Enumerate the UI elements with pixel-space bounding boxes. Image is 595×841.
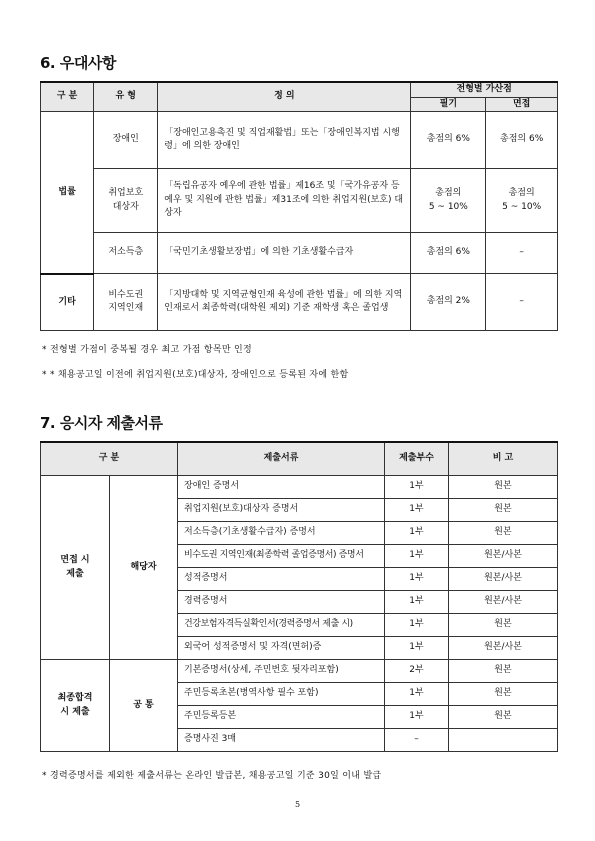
row-document: 저소득층(기초생활수급자) 증명서 (178, 522, 385, 545)
row-remark (449, 729, 558, 752)
row-copies: 1부 (385, 614, 449, 637)
row-interview-bonus: – (486, 274, 558, 331)
row-document: 기본증명서(상세, 주민번호 뒷자리포함) (178, 660, 385, 683)
table-row (41, 233, 558, 274)
table-row (41, 112, 558, 169)
row-document: 장애인 증명서 (178, 476, 385, 499)
group-common: 공 통 (110, 660, 178, 752)
page-number: 5 (294, 800, 301, 809)
row-document: 외국어 성적증명서 및 자격(면허)증 (178, 637, 385, 660)
table-row (41, 274, 558, 331)
row-copies: 1부 (385, 499, 449, 522)
table-row (41, 169, 558, 233)
row-written-bonus: 총점의 2% (411, 274, 486, 331)
group-final-stage: 최종합격 시 제출 (41, 660, 110, 752)
row-remark: 원본 (449, 660, 558, 683)
row-written-bonus: 총점의 5 ~ 10% (411, 169, 486, 233)
row-definition: 「장애인고용촉진 및 직업재활법」또는「장애인복지법 시행령」에 의한 장애인 (158, 112, 411, 169)
row-copies: 1부 (385, 545, 449, 568)
header-document: 제출서류 (178, 442, 385, 476)
row-remark: 원본/사본 (449, 591, 558, 614)
table-row (41, 660, 558, 683)
row-copies: 1부 (385, 637, 449, 660)
header-copies: 제출부수 (385, 442, 449, 476)
row-copies: 2부 (385, 660, 449, 683)
row-remark: 원본 (449, 706, 558, 729)
table-row (41, 476, 558, 499)
row-definition: 「독립유공자 예우에 관한 법률」제16조 및「국가유공자 등 예우 및 지원에 관한 법률」제31조에 의한 취업지원(보호) 대상자 (158, 169, 411, 233)
row-document: 취업지원(보호)대상자 증명서 (178, 499, 385, 522)
row-definition: 「지방대학 및 지역균형인재 육성에 관한 법률」에 의한 지역인재로서 최종학력(대학원 제외) 기준 재학생 혹은 졸업생 (158, 274, 411, 331)
row-copies: 1부 (385, 591, 449, 614)
header-category: 구 분 (41, 82, 94, 112)
row-document: 성적증명서 (178, 568, 385, 591)
row-remark: 원본/사본 (449, 568, 558, 591)
preference-table (40, 81, 558, 331)
row-type: 저소득층 (94, 233, 158, 274)
row-copies: 1부 (385, 683, 449, 706)
row-type: 장애인 (94, 112, 158, 169)
row-definition: 「국민기초생활보장법」에 의한 기초생활수급자 (158, 233, 411, 274)
note-bonus-duplicate: * 전형별 가점이 중복될 경우 최고 가점 항목만 인정 (42, 345, 252, 355)
group-other: 기타 (41, 274, 94, 331)
row-copies: 1부 (385, 522, 449, 545)
row-written-bonus: 총점의 6% (411, 112, 486, 169)
header-remark: 비 고 (449, 442, 558, 476)
section-6-title: 6. 우대사항 (40, 54, 116, 72)
group-legal: 법률 (41, 112, 94, 274)
header-definition: 정 의 (158, 82, 411, 112)
row-document: 경력증명서 (178, 591, 385, 614)
header-bonus-group: 전형별 가산점 (411, 82, 558, 97)
header-category: 구 분 (41, 442, 178, 476)
section-7-title: 7. 응시자 제출서류 (40, 414, 163, 432)
group-applicable: 해당자 (110, 476, 178, 660)
row-interview-bonus: 총점의 6% (486, 112, 558, 169)
header-written: 필기 (411, 97, 486, 112)
note-registration-deadline: * * 채용공고일 이전에 취업지원(보호)대상자, 장애인으로 등록된 자에 한함 (42, 370, 349, 380)
row-document: 비수도권 지역인재(최종학력 졸업증명서) 증명서 (178, 545, 385, 568)
row-type: 비수도권 지역인재 (94, 274, 158, 331)
row-interview-bonus: – (486, 233, 558, 274)
row-copies: 1부 (385, 476, 449, 499)
row-remark: 원본 (449, 499, 558, 522)
row-remark: 원본 (449, 614, 558, 637)
row-type: 취업보호 대상자 (94, 169, 158, 233)
header-interview: 면접 (486, 97, 558, 112)
row-copies: – (385, 729, 449, 752)
header-type: 유 형 (94, 82, 158, 112)
row-written-bonus: 총점의 6% (411, 233, 486, 274)
group-interview-stage: 면접 시 제출 (41, 476, 110, 660)
row-remark: 원본 (449, 522, 558, 545)
row-copies: 1부 (385, 706, 449, 729)
row-document: 증명사진 3매 (178, 729, 385, 752)
row-remark: 원본 (449, 683, 558, 706)
row-copies: 1부 (385, 568, 449, 591)
note-document-validity: * 경력증명서를 제외한 제출서류는 온라인 발급본, 채용공고일 기준 30일 이내 발급 (42, 771, 382, 781)
row-document: 주민등록등본 (178, 706, 385, 729)
row-interview-bonus: 총점의 5 ~ 10% (486, 169, 558, 233)
row-document: 주민등록초본(병역사항 필수 포함) (178, 683, 385, 706)
row-remark: 원본/사본 (449, 545, 558, 568)
row-remark: 원본 (449, 476, 558, 499)
documents-table (40, 441, 558, 752)
row-document: 건강보험자격득실확인서(경력증명서 제출 시) (178, 614, 385, 637)
row-remark: 원본/사본 (449, 637, 558, 660)
